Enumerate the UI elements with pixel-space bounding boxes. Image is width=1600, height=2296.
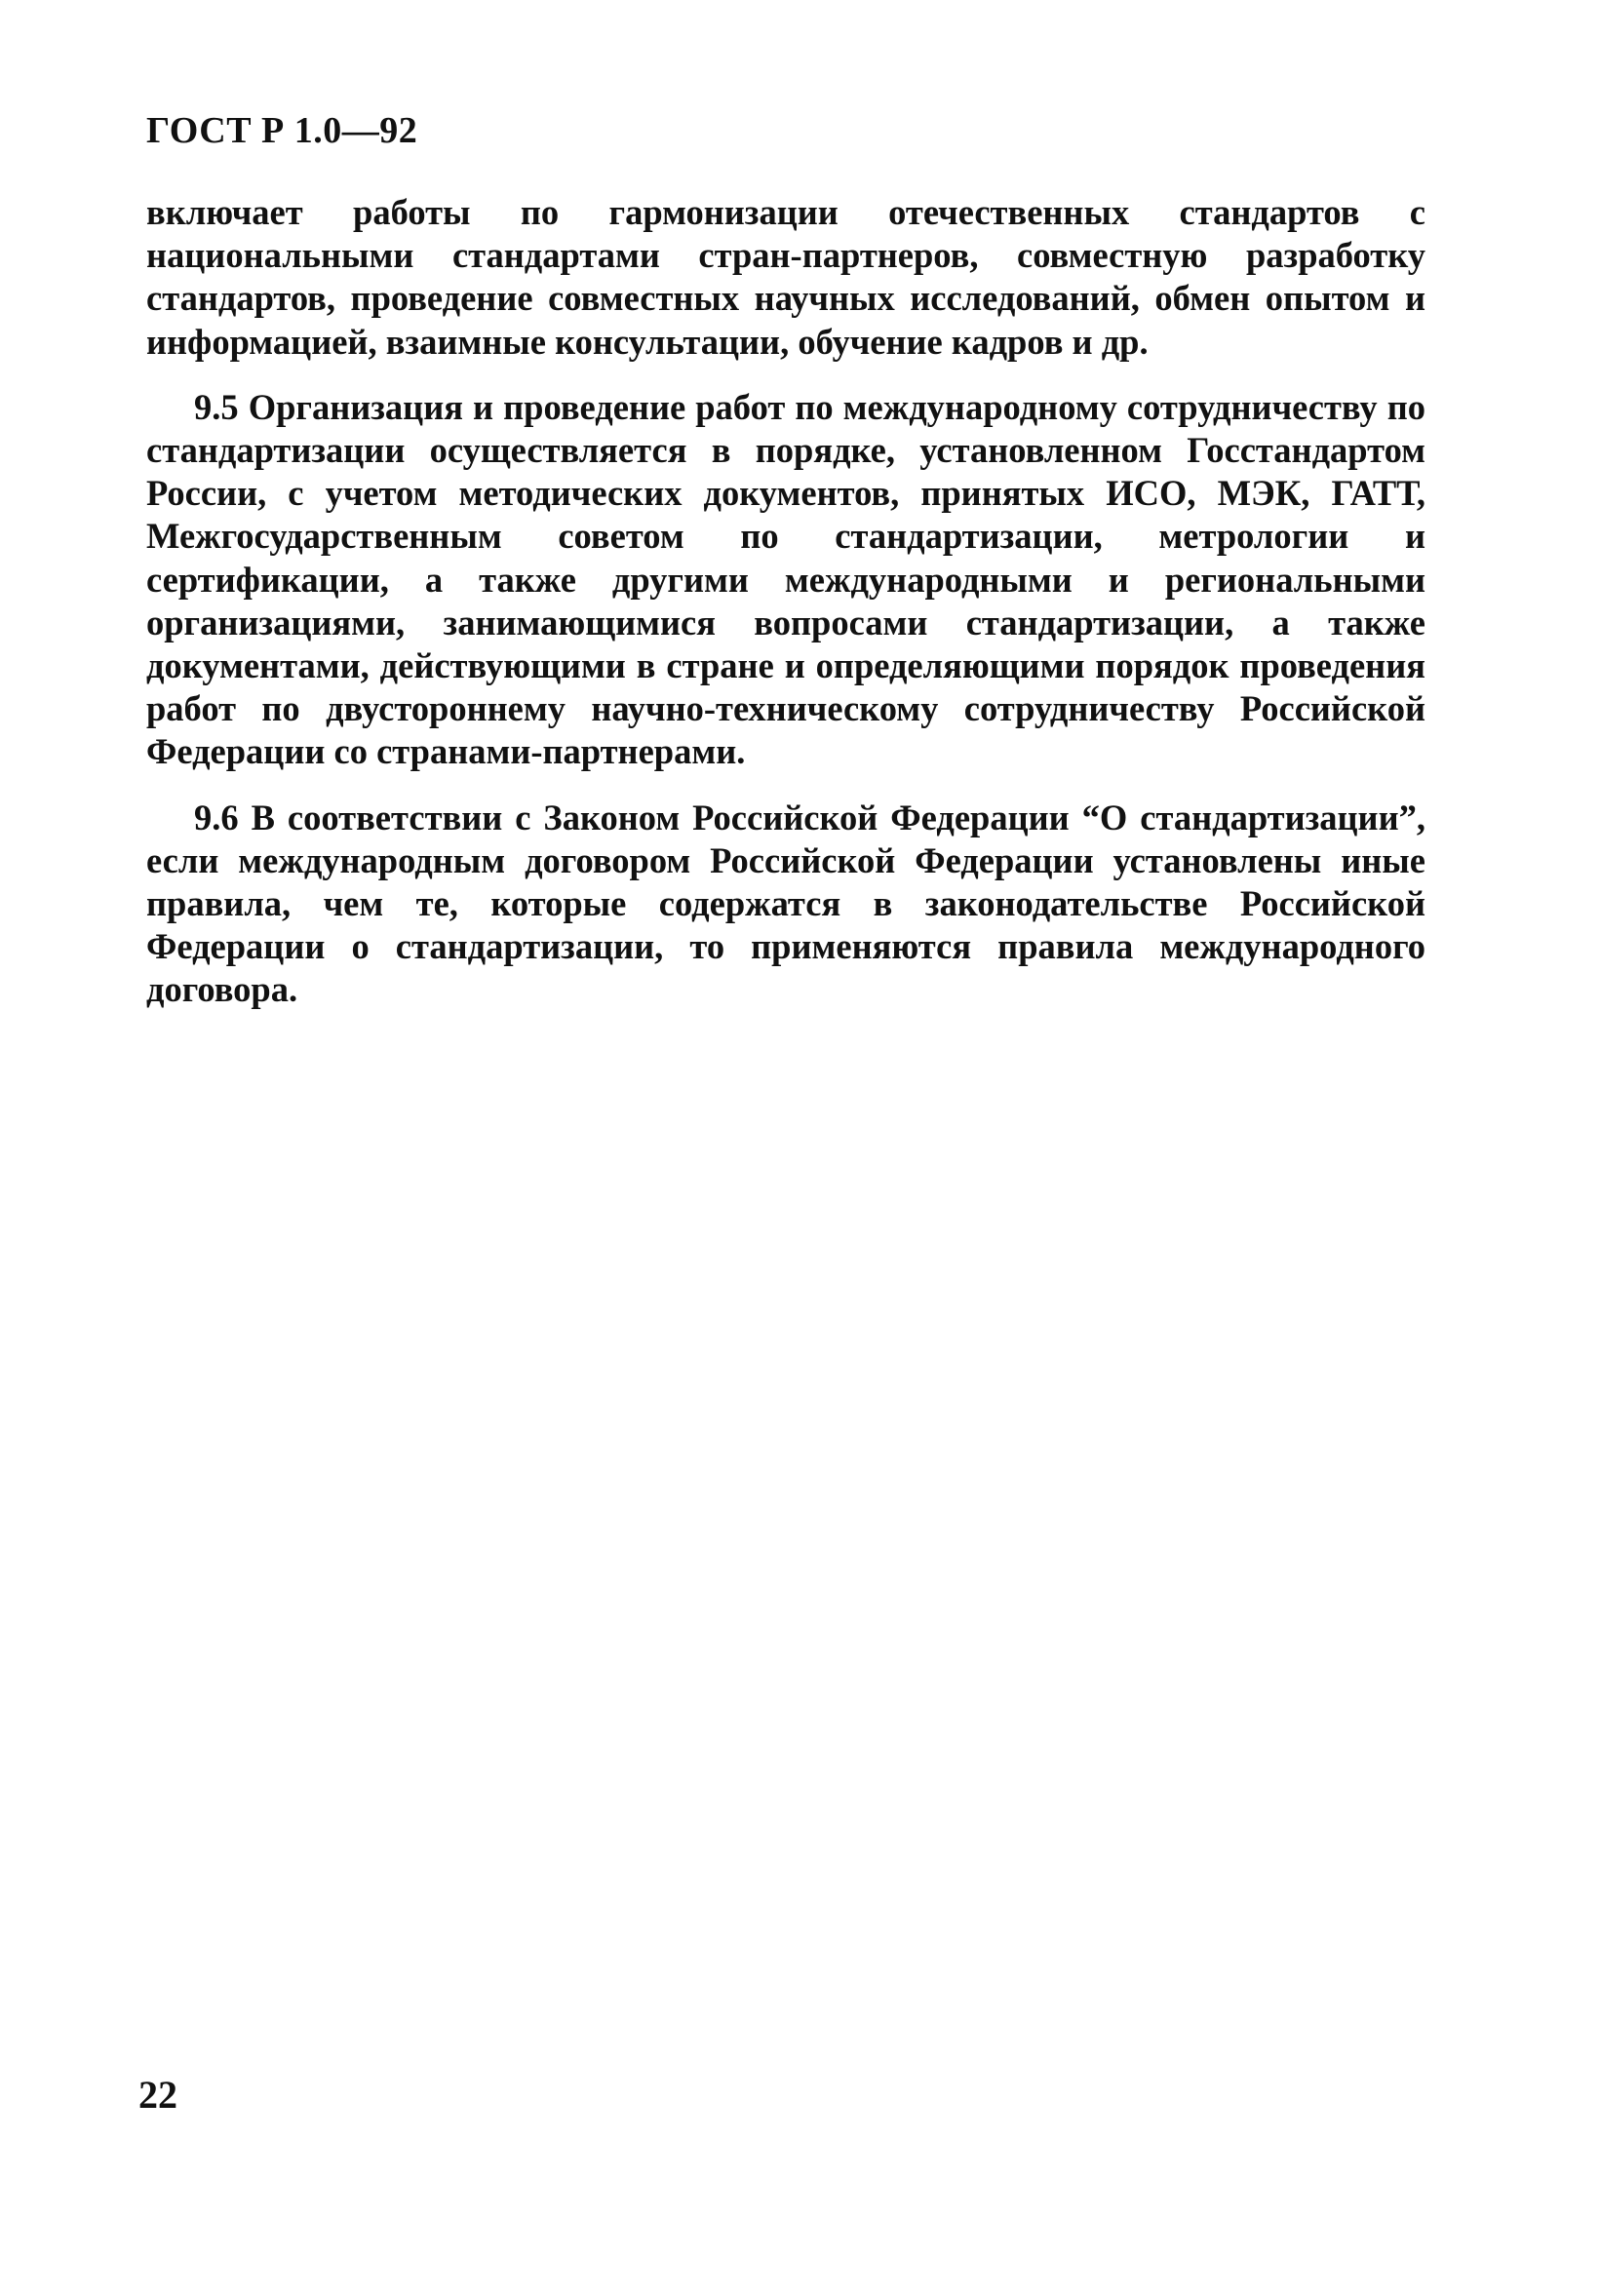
paragraph-9-5: 9.5 Организация и проведение работ по международному сотрудничеству по стандартизации осуществляется в порядке, установленном Госстандартом России, с учетом методических документов, принятых ИСО, МЭК, ГАТТ, Межгосударственным советом по стандартизации, метрологии и сертификации, а также другими международными и региональными организациями, занимающимися вопросами стандартизации, а также документами, действующими в стране и определяющими порядок проведения работ по двустороннему научно-техническому сотрудничеству Российской Федерации со странами-партнерами.: [146, 386, 1425, 772]
page-number: 22: [138, 2073, 177, 2117]
running-header-doc-id: ГОСТ Р 1.0—92: [146, 110, 418, 151]
body-text: [146, 191, 1425, 1034]
paragraph-continuation: включает работы по гармонизации отечественных стандартов с национальными стандартами стран-партнеров, совместную разработку стандартов, проведение совместных научных исследований, обмен опытом и информацией, взаимные консультации, обучение кадров и др.: [146, 192, 1425, 362]
paragraph-9-6: 9.6 В соответствии с Законом Российской Федерации “О стандартизации”, если международным договором Российской Федерации установлены иные правила, чем те, которые содержатся в законодательстве Российской Федерации о стандартизации, то применяются правила международного договора.: [146, 797, 1425, 1010]
